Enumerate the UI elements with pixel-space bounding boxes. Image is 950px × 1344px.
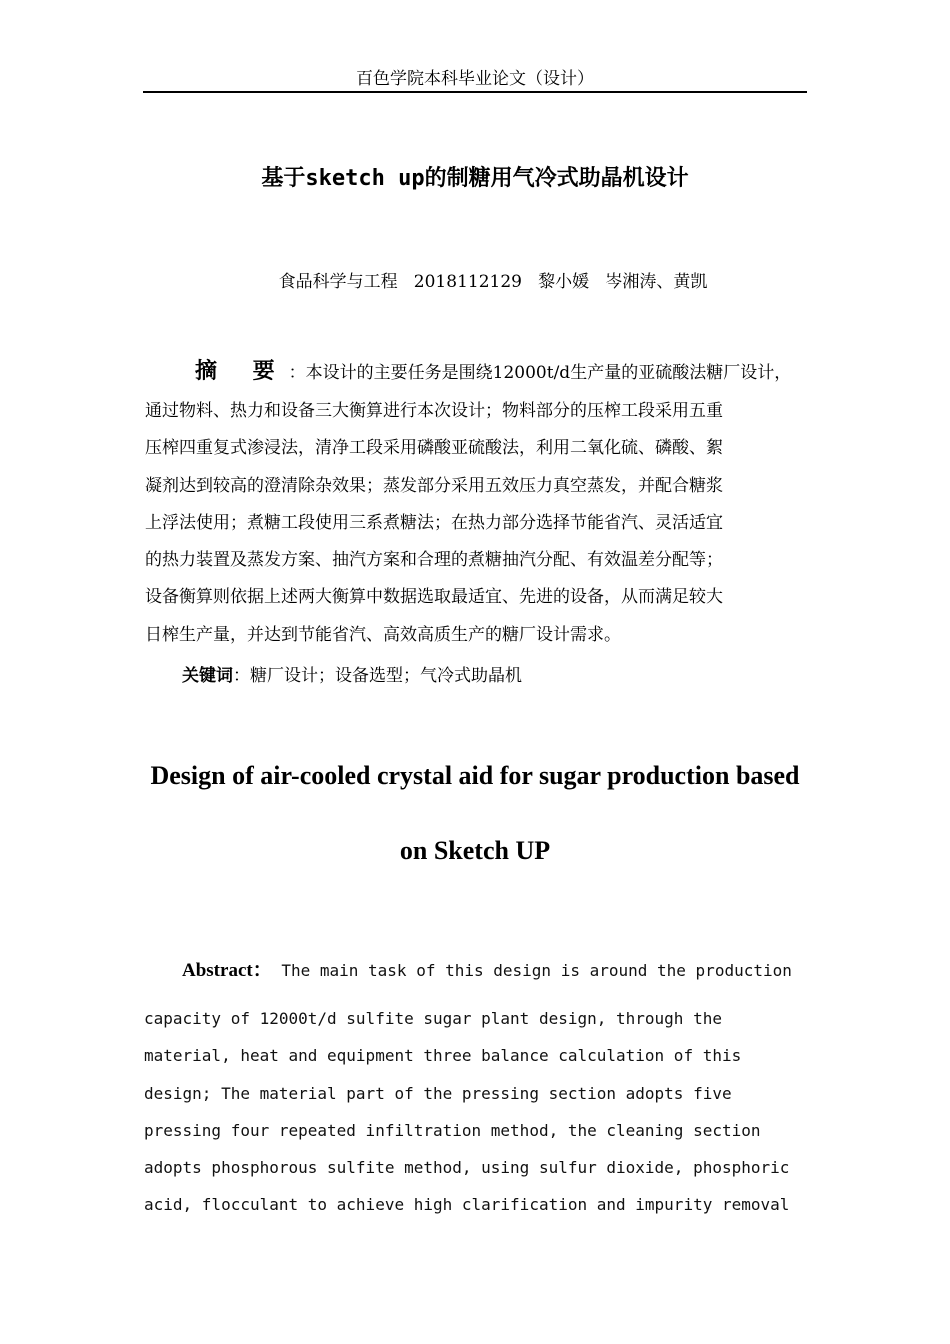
chinese-abstract-line: 日榨生产量，并达到节能省汽、高效高质生产的糖厂设计需求。: [145, 624, 621, 645]
english-abstract-line: material, heat and equipment three balance calculation of this: [144, 1046, 742, 1066]
english-title-line-1: Design of air-cooled crystal aid for sugar production based: [150, 761, 800, 790]
chinese-abstract-first-line: [145, 350, 825, 393]
keywords: [182, 662, 822, 690]
english-abstract-label: Abstract：: [182, 960, 272, 981]
chinese-abstract-line: 压榨四重复式渗浸法，清净工段采用磷酸亚硫酸法，利用二氧化硫、磷酸、絮: [145, 438, 723, 459]
chinese-abstract-line: 的热力装置及蒸发方案、抽汽方案和合理的煮糖抽汽分配、有效温差分配等；: [145, 550, 723, 571]
english-abstract-line: design; The material part of the pressing section adopts five: [144, 1083, 732, 1103]
keywords-label: 关键词: [182, 666, 233, 686]
english-abstract: [144, 952, 824, 1224]
header-rule: [143, 91, 807, 93]
english-abstract-line: acid, flocculant to achieve high clarification and impurity removal: [144, 1195, 790, 1215]
chinese-abstract-line: 上浮法使用；煮糖工段使用三系煮糖法；在热力部分选择节能省汽、灵活适宜: [145, 512, 723, 533]
chinese-abstract-label: 摘 要: [195, 359, 289, 384]
keywords-colon: ：: [233, 666, 250, 686]
chinese-abstract-line: 通过物料、热力和设备三大衡算进行本次设计；物料部分的压榨工段采用五重: [145, 401, 723, 421]
english-abstract-first-line: [144, 952, 824, 1000]
english-abstract-line: The main task of this design is around the production: [271, 961, 792, 980]
english-title: [143, 756, 807, 871]
author-byline: 食品科学与工程 2018112129 黎小媛 岑湘涛、黄凯: [278, 272, 708, 292]
chinese-abstract-line: 设备衡算则依据上述两大衡算中数据选取最适宜、先进的设备，从而满足较大: [145, 587, 723, 608]
english-abstract-line: adopts phosphorous sulfite method, using sulfur dioxide, phosphoric: [144, 1158, 790, 1178]
chinese-abstract-line: 凝剂达到较高的澄清除杂效果；蒸发部分采用五效压力真空蒸发，并配合糖浆: [145, 475, 723, 496]
chinese-title-prefix: 基于: [261, 166, 306, 191]
chinese-abstract: [145, 350, 825, 654]
english-abstract-line: pressing four repeated infiltration method, the cleaning section: [144, 1120, 761, 1140]
chinese-abstract-colon: ：: [288, 363, 306, 383]
running-header: 百色学院本科毕业论文（设计）: [356, 69, 594, 89]
chinese-abstract-line: 本设计的主要任务是围绕12000t/d生产量的亚硫酸法糖厂设计，: [305, 363, 792, 383]
english-title-line-2: on Sketch UP: [399, 836, 551, 865]
chinese-title-suffix: 的制糖用气冷式助晶机设计: [424, 166, 689, 191]
chinese-title: [143, 162, 807, 196]
english-abstract-line: capacity of 12000t/d sulfite sugar plant design, through the: [144, 1009, 722, 1028]
keywords-text: 糖厂设计；设备选型；气冷式助晶机: [250, 666, 522, 686]
chinese-title-software: sketch up: [305, 166, 425, 191]
